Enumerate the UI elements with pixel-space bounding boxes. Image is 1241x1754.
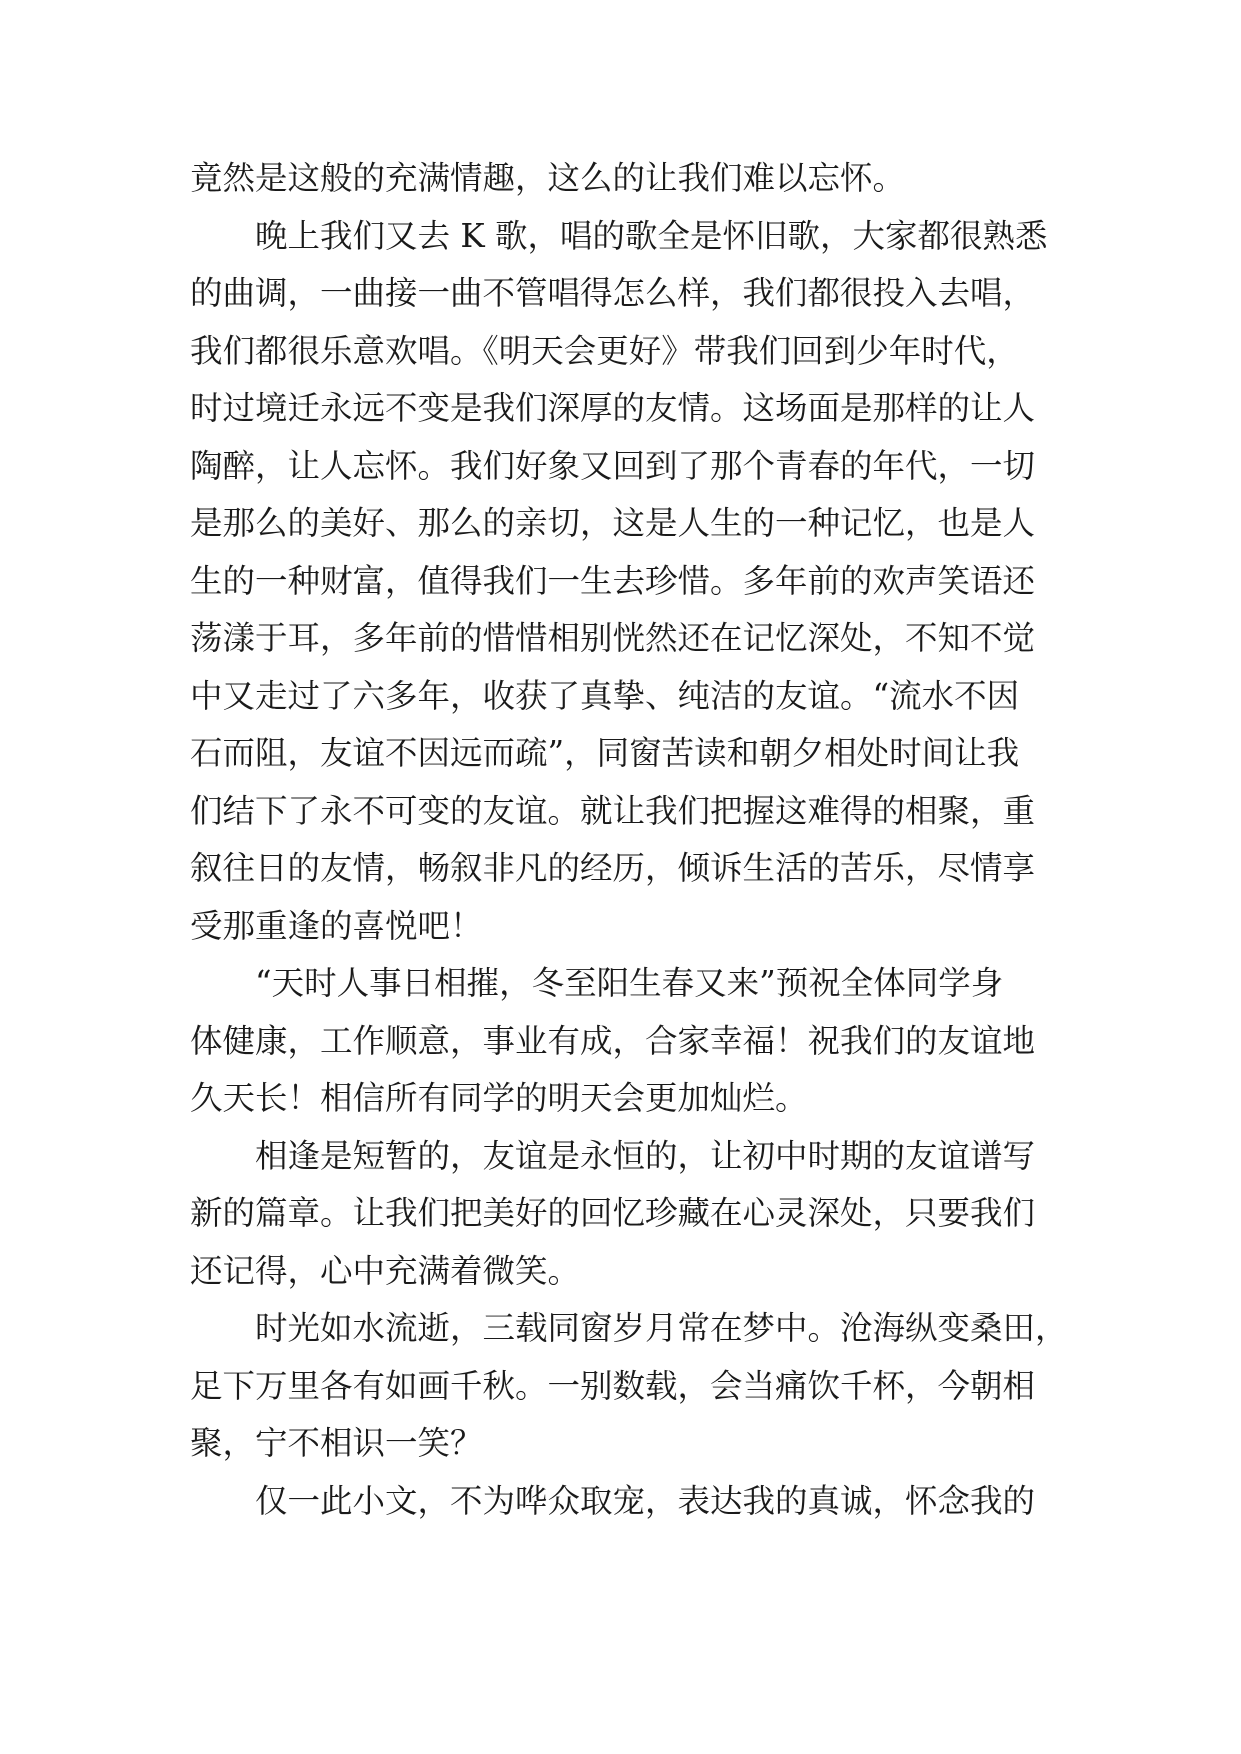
text-line: 还记得，心中充满着微笑。 [190, 1251, 581, 1290]
text-line: 聚，宁不相识一笑？ [190, 1424, 483, 1462]
text-line: 时光如水流逝，三载同窗岁月常在梦中。沧海纵变桑田， [255, 1309, 1068, 1347]
text-line: 竟然是这般的充满情趣，这么的让我们难以忘怀。 [190, 159, 906, 197]
text-line: 石而阻，友谊不因远而疏”，同窗苦读和朝夕相处时间让我 [190, 734, 1020, 772]
text-line: 的曲调，一曲接一曲不管唱得怎么样，我们都很投入去唱， [190, 274, 1036, 312]
text-line: 晚上我们又去 K 歌，唱的歌全是怀旧歌，大家都很熟悉 [255, 216, 1048, 255]
text-line: 足下万里各有如画千秋。一别数载，会当痛饮千杯，今朝相 [190, 1366, 1036, 1405]
text-line: 久天长！相信所有同学的明天会更加灿烂。 [190, 1079, 808, 1117]
text-line: 仅一此小文，不为哗众取宠，表达我的真诚，怀念我的 [255, 1481, 1036, 1520]
text-line: 相逢是短暂的，友谊是永恒的，让初中时期的友谊谱写 [255, 1136, 1036, 1175]
text-line: 体健康，工作顺意，事业有成，合家幸福！祝我们的友谊地 [190, 1021, 1036, 1060]
text-line: 受那重逢的喜悦吧！ [190, 906, 483, 945]
text-line: 叙往日的友情，畅叙非凡的经历，倾诉生活的苦乐，尽情享 [190, 849, 1036, 887]
text-line: 们结下了永不可变的友谊。就让我们把握这难得的相聚，重 [190, 791, 1036, 830]
text-line: 我们都很乐意欢唱。《明天会更好》带我们回到少年时代， [190, 331, 1019, 370]
body-text [190, 150, 1070, 1530]
text-line: 是那么的美好、那么的亲切，这是人生的一种记忆，也是人 [190, 504, 1036, 542]
text-line: “天时人事日相摧，冬至阳生春又来”预祝全体同学身 [255, 964, 1004, 1002]
text-line: 新的篇章。让我们把美好的回忆珍藏在心灵深处，只要我们 [190, 1194, 1036, 1232]
text-line: 时过境迁永远不变是我们深厚的友情。这场面是那样的让人 [190, 389, 1036, 427]
text-line: 生的一种财富，值得我们一生去珍惜。多年前的欢声笑语还 [190, 561, 1036, 600]
text-line: 中又走过了六多年，收获了真挚、纯洁的友谊。“流水不因 [190, 676, 1020, 715]
text-line: 陶醉，让人忘怀。我们好象又回到了那个青春的年代，一切 [190, 446, 1036, 485]
text-line: 荡漾于耳，多年前的惜惜相别恍然还在记忆深处，不知不觉 [190, 619, 1036, 657]
